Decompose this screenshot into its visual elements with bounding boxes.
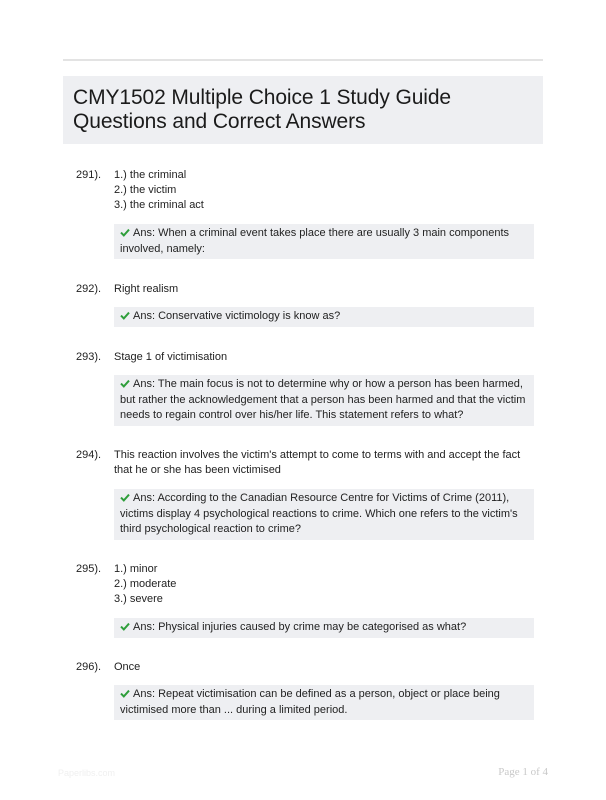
answer-box [114,489,534,540]
question-number: 294). [76,449,102,461]
question-line: 3.) the criminal act [114,199,204,211]
question-line: Stage 1 of victimisation [114,351,228,363]
checkmark-icon [120,311,130,320]
question-number: 296). [76,661,102,673]
question-line: 1.) the criminal [114,169,187,181]
checkmark-icon [120,622,130,631]
title-banner [63,76,543,144]
question-line: 3.) severe [114,593,163,605]
question-text [114,448,538,478]
answer-text: Ans: The main focus is not to determine why or how a person has been harmed, but rather the acknowledgement that a person has been harmed and that the victim needs to regain control over his/her life. This statement refers to what? [120,378,526,421]
question-line: Once [114,661,141,673]
answer-text: Ans: When a criminal event takes place there are usually 3 main components involved, namely: [120,227,510,255]
answer-text: Ans: Repeat victimisation can be defined as a person, object or place being victimised more than ... during a limited period. [120,688,500,716]
question-number: 292). [76,283,102,295]
question-line: This reaction involves the victim's attempt to come to terms with and accept the fact that he or she has been victimised [114,449,521,476]
question-line: 2.) moderate [114,578,177,590]
document-title [73,86,533,134]
question-text [114,282,538,297]
question-text [114,168,538,213]
answer-box [114,618,534,638]
answer-text: Ans: Conservative victimology is know as? [133,310,341,322]
answer-text: Ans: Physical injuries caused by crime may be categorised as what? [133,621,467,633]
question-number: 291). [76,169,102,181]
checkmark-icon [120,228,130,237]
question-line: Right realism [114,283,179,295]
checkmark-icon [120,689,130,698]
page-number: Page 1 of 4 [498,766,548,778]
document-title-line-2: Questions and Correct Answers [73,110,366,133]
checkmark-icon [120,493,130,502]
question-line: 1.) minor [114,563,158,575]
answer-box [114,685,534,720]
checkmark-icon [120,379,130,388]
document-title-line-1: CMY1502 Multiple Choice 1 Study Guide [73,86,452,109]
question-text [114,660,538,675]
question-line: 2.) the victim [114,184,177,196]
answer-box [114,224,534,259]
question-text [114,562,538,607]
answer-box [114,375,534,426]
question-number: 295). [76,563,102,575]
question-text [114,350,538,365]
answer-box [114,307,534,327]
answer-text: Ans: According to the Canadian Resource Centre for Victims of Crime (2011), victims display 4 psychological reactions to crime. Which one refers to the victim's third psychological reaction to crime? [120,492,518,535]
top-divider [63,59,543,61]
footer-site-watermark: Paperlibs.com [58,768,116,778]
question-number: 293). [76,351,102,363]
